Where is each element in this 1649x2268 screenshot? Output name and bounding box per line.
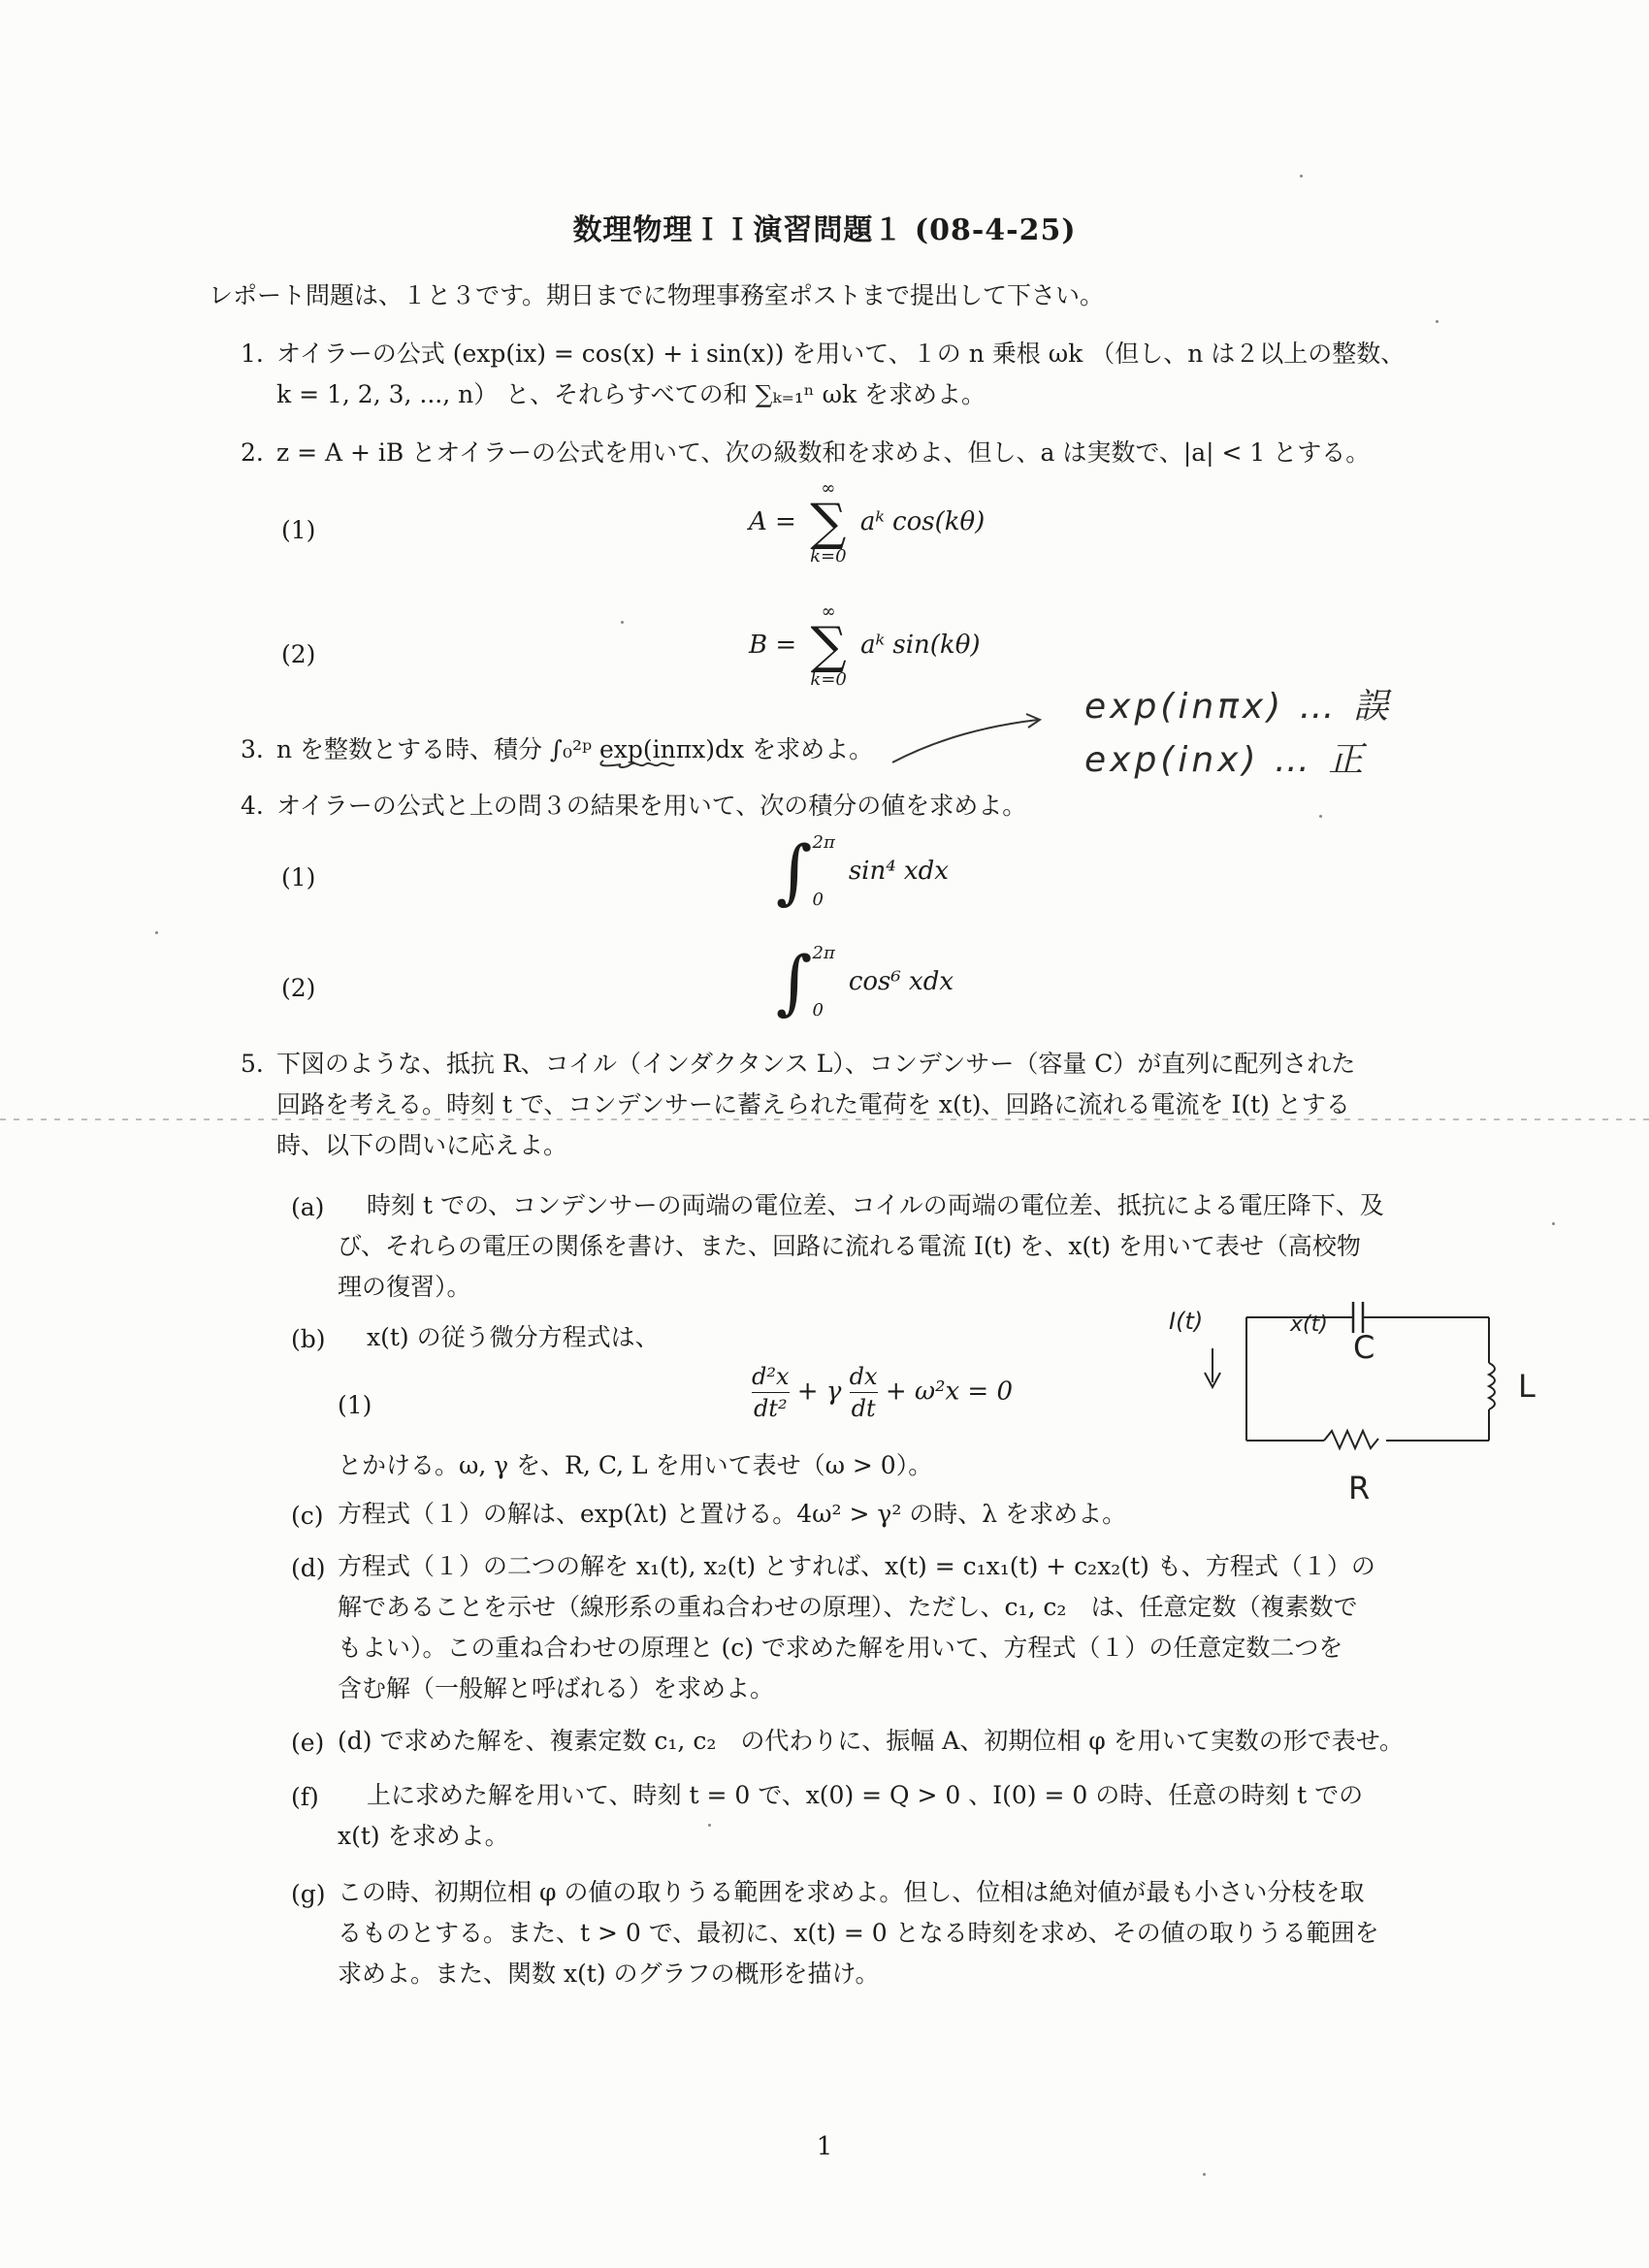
- q5f-line1: 上に求めた解を用いて、時刻 t = 0 で、x(0) = Q > 0 、I(0) = 0 の時、任意の時刻 t での: [367, 1781, 1364, 1809]
- q5-number: 5.: [241, 1050, 264, 1078]
- scan-dashed-line: [0, 1114, 1649, 1125]
- scan-speck: [621, 621, 624, 624]
- rlc-circuit-diagram: [1154, 1280, 1562, 1513]
- sigma-symbol: ∑: [810, 494, 847, 552]
- q4-number: 4.: [241, 792, 264, 820]
- arrow-line: [892, 720, 1038, 762]
- q5b-after: とかける。ω, γ を、R, C, L を用いて表せ（ω > 0）。: [338, 1451, 933, 1479]
- q1-number: 1.: [241, 340, 264, 368]
- q2-text: z = A + iB とオイラーの公式を用いて、次の級数和を求めよ、但し、a は実数で、|a| < 1 とする。: [276, 438, 1371, 467]
- q4-item1-equation: [776, 832, 949, 910]
- q5f-line2: x(t) を求めよ。: [338, 1822, 509, 1850]
- q5d-line4: 含む解（一般解と呼ばれる）を求めよ。: [338, 1674, 775, 1702]
- q2-item2-sum: [810, 603, 846, 689]
- q2-item1-sum: [810, 480, 846, 566]
- q5-line2: 回路を考える。時刻 t で、コンデンサーに蓄えられた電荷を x(t)、回路に流れる電流を I(t) とする: [276, 1090, 1350, 1118]
- q5f-label: (f): [291, 1783, 319, 1811]
- q3-text: n を整数とする時、積分 ∫₀²ᵖ exp(inπx)dx を求めよ。: [276, 735, 874, 763]
- integral-symbol: ∫: [776, 941, 813, 1022]
- wavy-mark: [620, 763, 674, 767]
- q5b-label: (b): [291, 1325, 326, 1353]
- q1-line1: オイラーの公式 (exp(ix) = cos(x) + i sin(x)) を用いて、１の n 乗根 ωk （但し、n は２以上の整数、: [276, 340, 1406, 368]
- label-charge: x(t): [1290, 1312, 1328, 1337]
- q4-item2-integrand: cos⁶ xdx: [848, 967, 954, 996]
- integral-lower: 0: [812, 890, 824, 910]
- integral-upper: 2π: [812, 943, 835, 963]
- scan-speck: [1436, 320, 1439, 323]
- q5a-line2: び、それらの電圧の関係を書け、また、回路に流れる電流 I(t) を、x(t) を用いて表せ（高校物: [338, 1232, 1361, 1260]
- q5b-eq-label: (1): [338, 1391, 372, 1419]
- q5e-text: (d) で求めた解を、複素定数 c₁, c₂ の代わりに、振幅 A、初期位相 φ を用いて実数の形で表せ。: [338, 1727, 1404, 1755]
- sum-upper: ∞: [821, 478, 836, 499]
- q5g-line3: 求めよ。また、関数 x(t) のグラフの概形を描け。: [338, 1960, 880, 1988]
- d2x-dt2: $\frac{\text{d²x}}{\text{dt²}}$: [752, 1363, 790, 1422]
- sum-lower: k=0: [810, 546, 847, 567]
- q5-line1: 下図のような、抵抗 R、コイル（インダクタンス L）、コンデンサー（容量 C）が直列に配列された: [276, 1050, 1356, 1078]
- q1-line2: k = 1, 2, 3, ..., n） と、それらすべての和 ∑ₖ₌₁ⁿ ωk を求めよ。: [276, 380, 986, 408]
- q5d-line1: 方程式（１）の二つの解を x₁(t), x₂(t) とすれば、x(t) = c₁x₁(t) + c₂x₂(t) も、方程式（１）の: [338, 1552, 1375, 1580]
- q5a-line1: 時刻 t での、コンデンサーの両端の電位差、コイルの両端の電位差、抵抗による電圧降下、及: [367, 1191, 1384, 1219]
- q2-item2-lhs: B =: [749, 631, 797, 660]
- q5a-label: (a): [291, 1193, 325, 1221]
- q5d-line2: 解であることを示せ（線形系の重ね合わせの原理）、ただし、c₁, c₂ は、任意定数（複素数で: [338, 1593, 1358, 1621]
- scan-speck: [155, 931, 158, 934]
- intro-text: レポート問題は、１と３です。期日までに物理事務室ポストまで提出して下さい。: [209, 281, 1105, 309]
- handwritten-wrong: exp(inπx) … 誤: [1084, 687, 1393, 727]
- q4-text: オイラーの公式と上の問３の結果を用いて、次の積分の値を求めよ。: [276, 792, 1027, 820]
- q5a-line3: 理の復習）。: [338, 1273, 471, 1301]
- label-current: I(t): [1169, 1308, 1204, 1335]
- q5g-line2: るものとする。また、t > 0 で、最初に、x(t) = 0 となる時刻を求め、その値の取りうる範囲を: [338, 1919, 1379, 1947]
- q5g-line1: この時、初期位相 φ の値の取りうる範囲を求めよ。但し、位相は絶対値が最も小さい分枝を取: [338, 1878, 1365, 1906]
- integral-symbol: ∫: [776, 830, 813, 912]
- q4-item2-integral: [776, 943, 954, 1021]
- correction-arrow: [582, 679, 1067, 786]
- q5d-label: (d): [291, 1554, 326, 1582]
- page-title: 数理物理ＩＩ演習問題１ (08-4-25): [572, 213, 1077, 247]
- inductor-coil: [1489, 1363, 1495, 1409]
- wavy-underline: [600, 761, 621, 765]
- q2-item2-term: aᵏ sin(kθ): [860, 631, 981, 660]
- q2-item2-label: (2): [281, 640, 316, 668]
- resistor-zigzag: [1324, 1431, 1378, 1448]
- q2-item1-equation: [749, 480, 985, 566]
- handwritten-correct: exp(inx) … 正: [1084, 740, 1368, 780]
- q2-item2-equation: [749, 603, 981, 689]
- q2-item1-label: (1): [281, 516, 316, 544]
- page-number: 1: [816, 2132, 833, 2161]
- sum-lower: k=0: [810, 669, 847, 690]
- q5c-text: 方程式（１）の解は、exp(λt) と置ける。4ω² > γ² の時、λ を求めよ。: [338, 1500, 1127, 1528]
- q4-item2-equation: [776, 943, 954, 1021]
- label-resistor: R: [1348, 1470, 1371, 1507]
- q2-item1-term: aᵏ cos(kθ): [859, 507, 986, 536]
- q5c-label: (c): [291, 1502, 324, 1530]
- integral-upper: 2π: [812, 832, 835, 853]
- scan-speck: [708, 1824, 711, 1827]
- q2-item1-lhs: A =: [749, 507, 796, 536]
- q5b-text: x(t) の従う微分方程式は、: [367, 1323, 660, 1351]
- q4-item2-label: (2): [281, 974, 316, 1002]
- label-inductor: L: [1518, 1368, 1536, 1405]
- q5d-line3: もよい）。この重ね合わせの原理と (c) で求めた解を用いて、方程式（１）の任意定数二つを: [338, 1634, 1343, 1662]
- q4-item1-label: (1): [281, 863, 316, 891]
- q5e-label: (e): [291, 1729, 325, 1757]
- scan-speck: [1300, 175, 1303, 178]
- sum-upper: ∞: [821, 601, 836, 622]
- q2-number: 2.: [241, 438, 264, 467]
- differential-equation: $\frac{\text{d²x}}{\text{dt²}}$ + γ $\frac{dx}{dt}$ + ω²x = 0: [752, 1363, 1014, 1422]
- q4-item1-integrand: sin⁴ xdx: [848, 857, 949, 886]
- q3-number: 3.: [241, 735, 264, 763]
- label-capacitor: C: [1353, 1329, 1375, 1366]
- sigma-symbol: ∑: [810, 617, 847, 675]
- scan-speck: [1203, 2173, 1206, 2176]
- integral-lower: 0: [812, 1000, 824, 1021]
- scan-speck: [1319, 815, 1322, 818]
- q5g-label: (g): [291, 1880, 326, 1908]
- dx-dt: $\frac{dx}{dt}$: [849, 1363, 878, 1422]
- q5-line3: 時、以下の問いに応えよ。: [276, 1131, 568, 1159]
- scan-speck: [1552, 1222, 1555, 1225]
- q4-item1-integral: [776, 832, 949, 910]
